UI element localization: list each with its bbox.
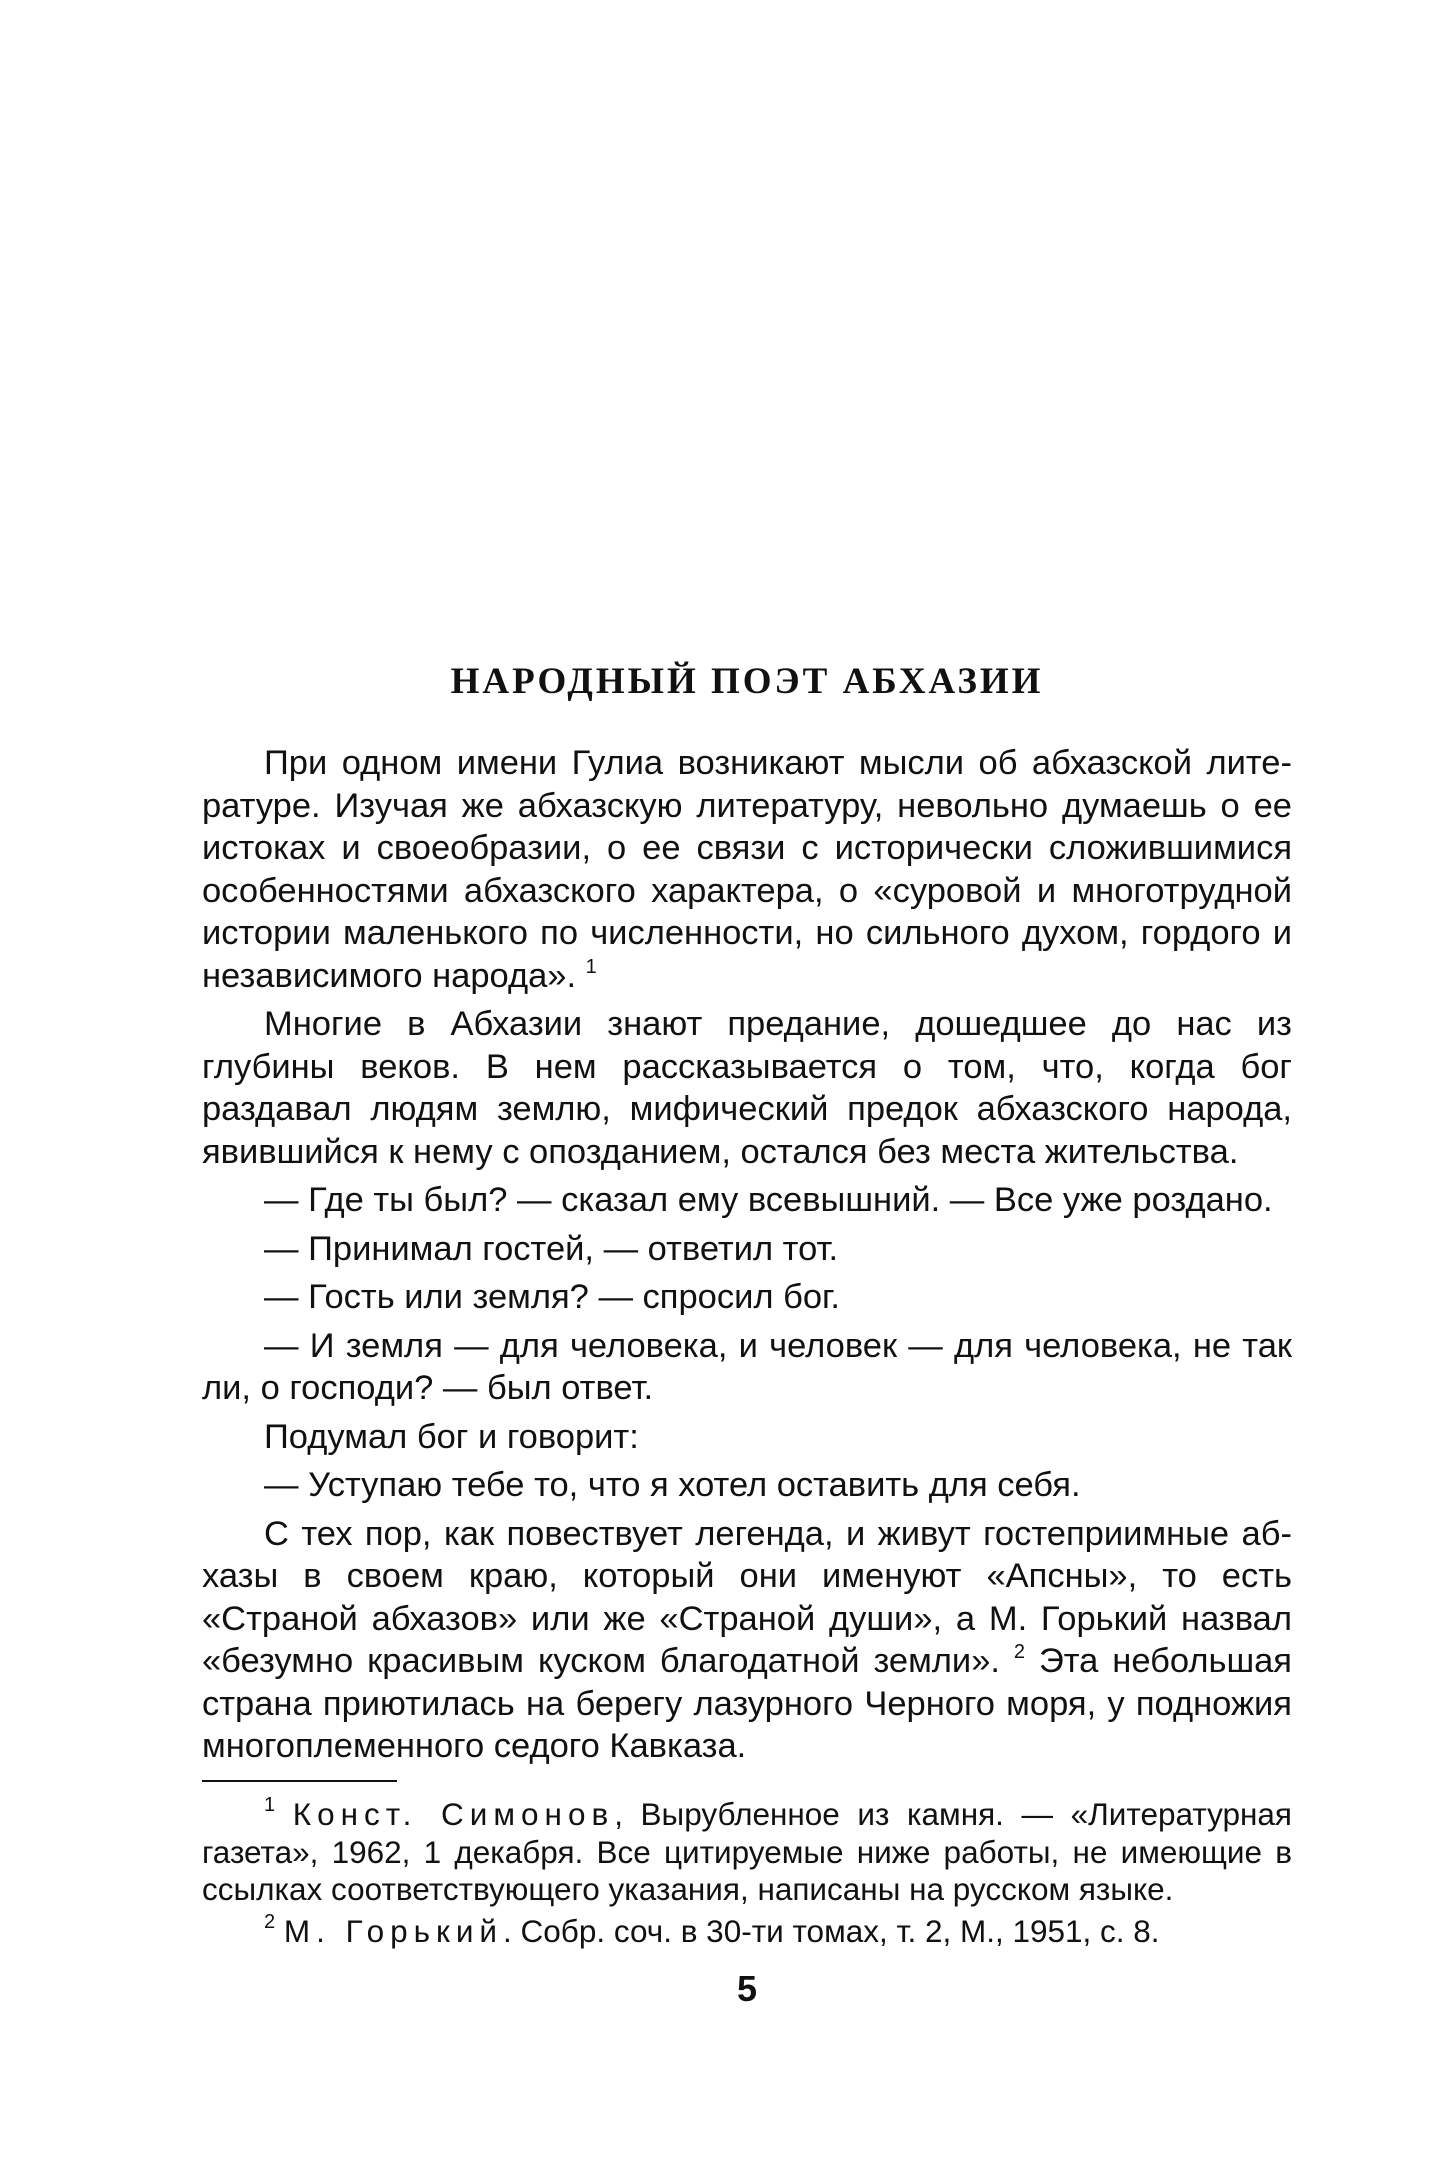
paragraph-text: Эта небольшая страна приютилась на берегу лазурного Черного моря, у подножия многоплеменного седого Кавказа. [202,1642,1292,1765]
paragraph [202,1003,1292,1173]
paragraph-text: — Уступаю тебе то, что я хотел оставить для себя. [264,1466,1081,1504]
paragraph [202,1416,1292,1459]
paragraph-text: — Гость или земля? — спросил бог. [264,1278,840,1316]
page-number: 5 [736,1968,758,2009]
dialogue-line [202,1179,1292,1222]
footnote-author: Конст. Симонов [292,1796,615,1832]
dialogue-line [202,1325,1292,1410]
paragraph-text: С тех пор, как повествует легенда, и живут гостеприимные абхазы в своем краю, который они именуют «Апсны», то есть «Страной абхазов» или же «Страной души», а М. Горький назвал «безумно красивым куском благодатной земли». [202,1514,1292,1680]
paragraph-text: — Где ты был? — сказал ему всевышний. — Все уже роздано. [264,1181,1273,1219]
footnote [202,1796,1292,1909]
paragraph-text: — Принимал гостей, — ответил тот. [264,1229,839,1268]
dialogue-line [202,1228,1292,1271]
chapter-title: НАРОДНЫЙ ПОЭТ АБХАЗИИ [450,661,1044,702]
footnote-reference: 2 [1013,1641,1026,1663]
footnote-marker: 2 [264,1910,276,1933]
dialogue-line [202,1276,1292,1319]
footnote-text: , Вырубленное из камня. — «Литературная газета», 1962, 1 декабря. Все цитируемые ниже работы, не имеющие в ссылках соответствующего указания, написаны на русском языке. [202,1796,1292,1907]
footnote-reference: 1 [585,955,597,978]
footnote-author: М. Горький [283,1912,504,1949]
paragraph-text: Подумал бог и говорит: [264,1417,639,1456]
paragraph-text: — И земля — для человека, и человек — для человека, не так ли, о господи? — был ответ. [202,1326,1292,1407]
paragraph-text: Многие в Абхазии знают предание, дошедшее до нас из глубины веков. В нем рассказывается о том, что, когда бог раздавал людям землю, мифический предок абхазского народа, явившийся к нему с опозданием, остался без места жительства. [202,1005,1292,1171]
footnote-marker: 1 [264,1794,276,1816]
paragraph [202,742,1292,997]
footnotes [202,1796,1292,1950]
paragraph-text: При одном имени Гулиа возникают мысли об абхазской литературе. Изучая же абхазскую литературу, невольно думаешь о ее истоках и своеобразии, о ее связи с исторически сложившимися особенностями абхазского характера, о «суровой и многотрудной истории маленького по численности, но сильного духом, гордого и независимого народа». [202,744,1292,995]
footnote-divider [202,1780,397,1782]
dialogue-line [202,1464,1292,1507]
footnote [202,1910,1292,1951]
chapter-body [202,742,1292,1768]
footnote-text: . Собр. соч. в 30-ти томах, т. 2, М., 1951, с. 8. [503,1912,1160,1949]
paragraph [202,1513,1292,1768]
